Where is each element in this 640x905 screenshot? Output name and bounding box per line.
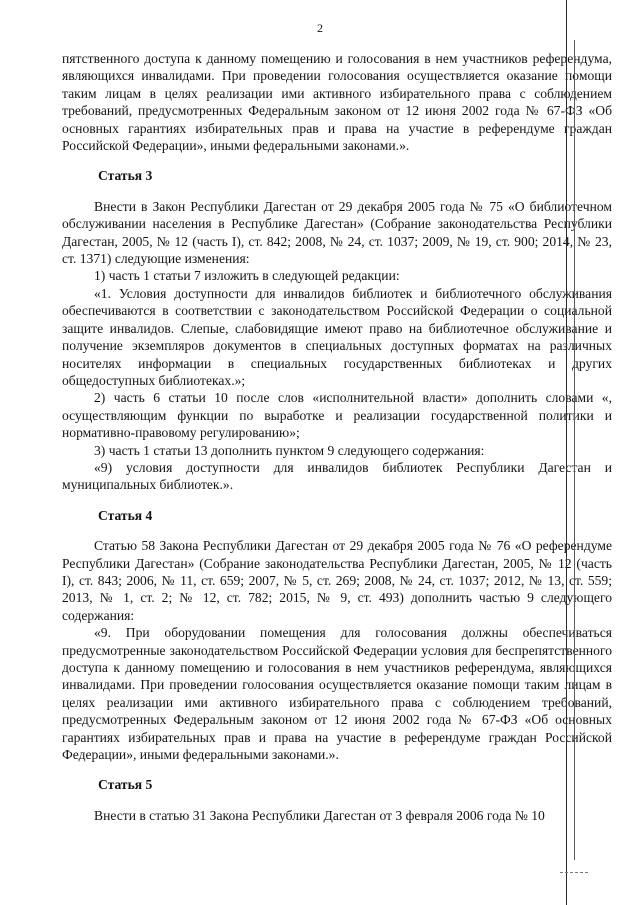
article-3-paragraph: 3) часть 1 статьи 13 дополнить пунктом 9 следующего содержания: [94, 442, 485, 458]
article-5-heading: Статья 5 [98, 777, 153, 793]
article-3-heading: Статья 3 [98, 168, 153, 184]
article-4-paragraph: Статью 58 Закона Республики Дагестан от 29 декабря 2005 года № 76 «О референдуме Республики Дагестан» (Собрание законодательства Республики Дагестан, 2005, № 12 (часть I), ст. 843; 2006, № 11, ст. 659; 2007, № 5, ст. 269; 2008, № 24, ст. 1037; 2012, № 13, ст. 559; 2013, № 1, ст. 2; № 12, ст. 782; 2015, № 9, ст. 493) дополнить частью 9 следующего содержания: [62, 538, 612, 623]
intro-paragraph: пятственного доступа к данному помещению и голосования в нем участников референдума, являющихся инвалидами. При проведении голосования осуществляется оказание помощи таким лицам в целях реализации ими активного избирательного права с соблюдением требований, предусмотренных Федеральным законом от 12 июня 2002 года № 67-ФЗ «Об основных гарантиях избирательных прав и права на участие в референдуме граждан Российской Федерации», иными федеральными законами.». [62, 51, 612, 154]
article-3-paragraph: 1) часть 1 статьи 7 изложить в следующей редакции: [94, 268, 400, 284]
article-3-paragraph: «9) условия доступности для инвалидов библиотек Республики Дагестан и муниципальных библиотек.». [62, 459, 612, 493]
article-3-paragraph: 2) часть 6 статьи 10 после слов «исполнительной власти» дополнить словами «, осуществляющим функции по выработке и реализации государственной политики и нормативно-правовому регулированию»; [62, 390, 612, 441]
scan-artifact-dash [560, 872, 588, 873]
page-number: 2 [317, 21, 323, 35]
article-4-heading: Статья 4 [98, 507, 153, 523]
article-4-paragraph: «9. При оборудовании помещения для голосования должны обеспечиваться предусмотренные законодательством Российской Федерации условия для беспрепятственного доступа к данному помещению и голосования в нем участников референдума, являющихся инвалидами. При проведении голосования осуществляется оказание помощи таким лицам в целях реализации ими активного избирательного права с соблюдением требований, предусмотренных Федеральным законом от 12 июня 2002 года № 67-ФЗ «Об основных гарантиях избирательных прав и права на участие в референдуме граждан Российской Федерации», иными федеральными законами.». [62, 625, 612, 763]
article-3-paragraph: «1. Условия доступности для инвалидов библиотек и библиотечного обслуживания обеспечиваются в соответствии с законодательством Российской Федерации о социальной защите инвалидов. Слепые, слабовидящие имеют право на библиотечное обслуживание и получение экземпляров документов в специальных доступных форматах на различных носителях информации в специальных государственных библиотеках и других общедоступных библиотеках.»; [62, 285, 612, 388]
article-5-paragraph: Внести в статью 31 Закона Республики Дагестан от 3 февраля 2006 года № 10 [94, 807, 545, 823]
article-3-paragraph: Внести в Закон Республики Дагестан от 29 декабря 2005 года № 75 «О библиотечном обслуживании населения в Республике Дагестан» (Собрание законодательства Республики Дагестан, 2005, № 12 (часть I), ст. 842; 2008, № 24, ст. 1037; 2009, № 19, ст. 900; 2014, № 23, ст. 1371) следующие изменения: [62, 198, 612, 267]
scan-fold-line [566, 0, 567, 905]
document-body [62, 50, 612, 824]
scan-fold-line [574, 40, 575, 860]
